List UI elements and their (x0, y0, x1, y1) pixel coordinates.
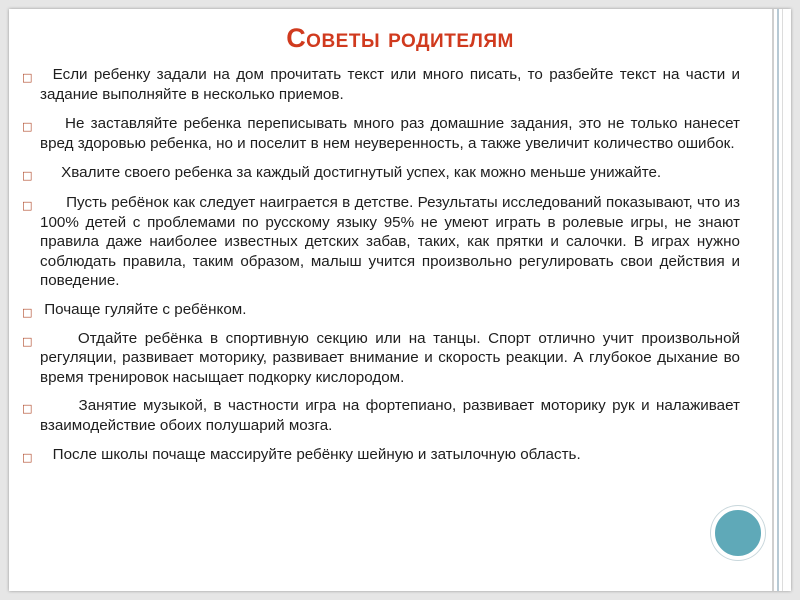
square-bullet-icon: □ (22, 402, 33, 416)
decorative-line (777, 9, 779, 591)
slide-title: Советы родителям (286, 23, 514, 53)
square-bullet-icon: □ (22, 334, 33, 348)
list-item-text: Пусть ребёнок как следует наиграется в детстве. Результаты исследований показывают, что из 100% детей с проблемами по русскому языку 95% не умеют играть в ролевые игры, не знают правила даже наиболее известных детских забав, таких, как прятки и салочки. В играх нужно соблюдать правила, таким образом, малыш учится произвольно регулировать свои действия и поведение. (40, 193, 745, 290)
list-item (22, 445, 740, 465)
list-item (22, 329, 745, 388)
list-item-text: Почаще гуляйте с ребёнком. (40, 300, 247, 318)
list-item-text: После школы почаще массируйте ребёнку шейную и затылочную область. (40, 445, 581, 463)
list-item (22, 65, 745, 104)
list-item-text: Хвалите своего ребенка за каждый достигнутый успех, как можно меньше унижайте. (40, 164, 662, 182)
bullet-list (22, 65, 745, 464)
list-item-text: Занятие музыкой, в частности игра на фортепиано, развивает моторику рук и налаживает взаимодействие обоих полушарий мозга. (40, 397, 745, 434)
list-item (22, 396, 745, 435)
list-item (22, 114, 745, 153)
list-item-text: Если ребенку задали на дом прочитать текст или много писать, то разбейте текст на части и задание выполняйте в несколько приемов. (40, 66, 745, 103)
square-bullet-icon: □ (22, 120, 33, 134)
square-bullet-icon: □ (22, 198, 33, 212)
square-bullet-icon: □ (22, 305, 33, 319)
decorative-line (782, 9, 783, 591)
decorative-circle (711, 506, 765, 560)
list-item-text: Отдайте ребёнка в спортивную секцию или на танцы. Спорт отлично учит произвольной регуляции, развивает моторику, развивает внимание и скорость реакции. А глубокое дыхание во время тренировок насыщает подкорку кислородом. (40, 329, 745, 386)
list-item-text: Не заставляйте ребенка переписывать много раз домашние задания, это не только нанесет вред здоровью ребенка, но и поселит в нем неуверенность, а также увеличит количество ошибок. (40, 115, 745, 152)
list-item (22, 193, 745, 291)
square-bullet-icon: □ (22, 71, 33, 84)
list-item (22, 300, 740, 320)
slide (9, 9, 791, 591)
list-item (22, 163, 740, 183)
square-bullet-icon: □ (22, 450, 33, 464)
square-bullet-icon: □ (22, 169, 33, 183)
decorative-line (772, 9, 774, 591)
